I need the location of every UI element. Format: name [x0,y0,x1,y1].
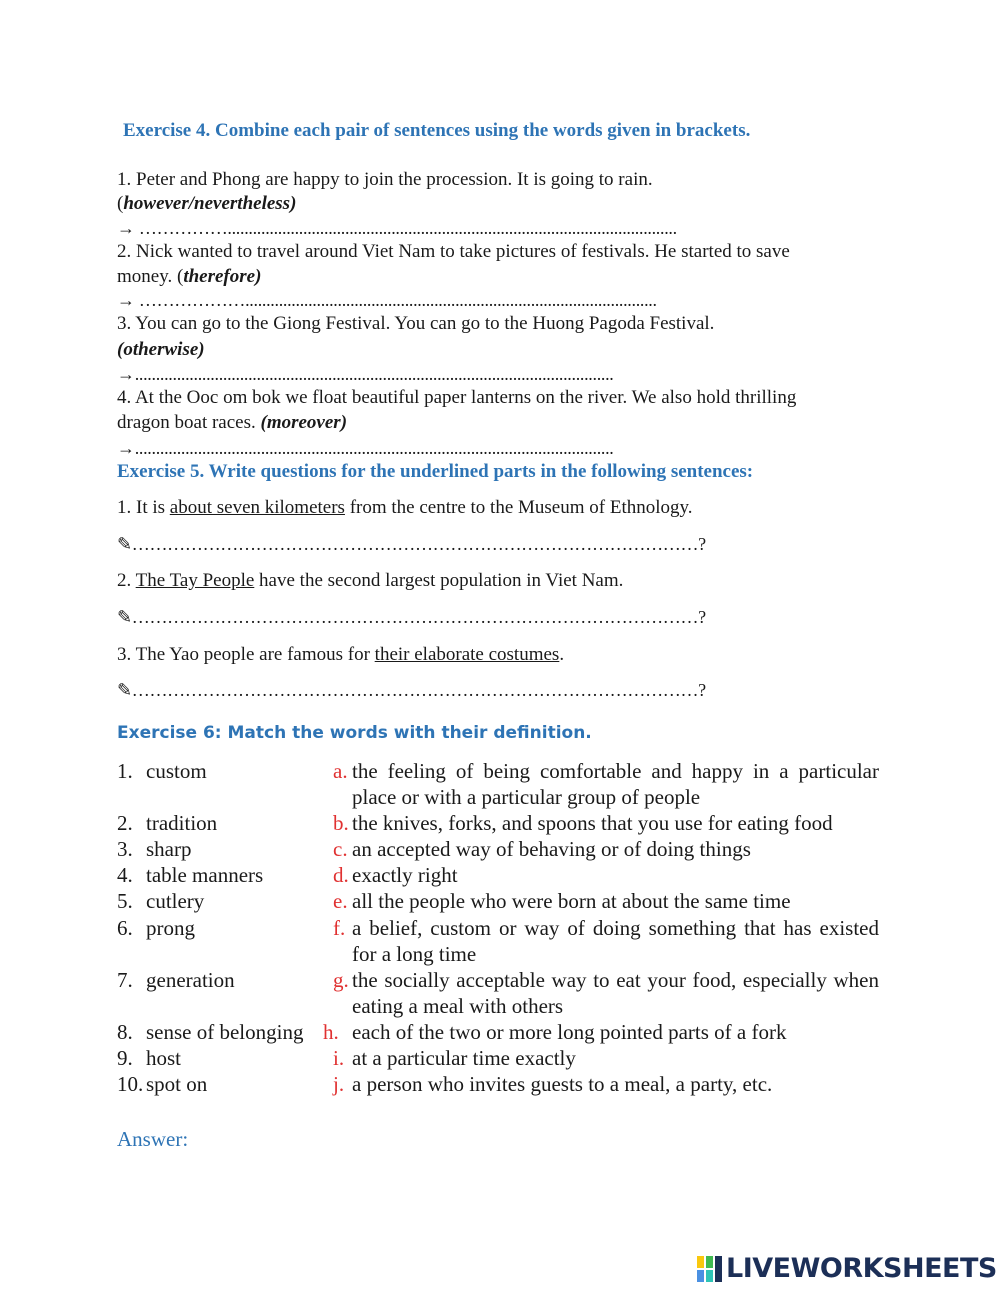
match-def-c: an accepted way of behaving or of doing things [352,837,751,861]
ex4-item-2-answer-line[interactable]: → ……………….................................................................................................. [117,290,657,310]
ex5-item-2-sentence: 2. The Tay People have the second largest population in Viet Nam. [117,570,624,591]
match-word-4: table manners [146,863,264,887]
ex5-item-1-sentence: 1. It is about seven kilometers from the centre to the Museum of Ethnology. [117,497,693,518]
match-num-5: 5. [117,889,133,913]
match-def-a: the feeling of being comfortable and happy in a particular place or with a particular group of people [352,759,879,809]
match-letter-e: e. [333,889,348,913]
ex4-item-4-line2: dragon boat races. (moreover) [117,412,348,433]
ex5-item-2-answer-line[interactable]: ✎……………………………………………………………………………………? [117,607,706,627]
ex5-item-1-underlined: about seven kilometers [169,497,345,518]
match-word-3: sharp [146,837,192,861]
match-num-2: 2. [117,811,133,835]
match-num-8: 8. [117,1020,133,1044]
match-letter-i: i. [333,1046,345,1070]
match-letter-j: j. [333,1072,345,1096]
match-num-4: 4. [117,863,133,887]
ex4-item-3-line2 [117,338,205,362]
liveworksheets-logo-text: LIVEWORKSHEETS [726,1253,997,1284]
match-letter-g: g. [333,968,349,992]
exercise-4-title: Exercise 4. Combine each pair of sentences using the words given in brackets. [123,120,751,141]
match-word-10: spot on [146,1072,208,1096]
ex4-item-4-line1: 4. At the Ooc om bok we float beautiful paper lanterns on the river. We also hold thrilling [117,387,797,408]
ex4-item-2-line2: money. (therefore) [117,266,262,287]
ex4-item-2-hint: therefore) [183,266,262,287]
match-word-8: sense of belonging [146,1020,304,1044]
match-num-3: 3. [117,837,133,861]
match-letter-a: a. [333,759,348,783]
ex5-item-2-underlined: The Tay People [135,570,255,591]
ex5-item-1-answer-line[interactable]: ✎……………………………………………………………………………………? [117,534,706,554]
match-letter-h: h. [323,1020,339,1044]
answer-label: Answer: [117,1127,189,1151]
ex4-item-4-answer-line[interactable]: →.................................................................................................................. [117,438,614,458]
ex4-item-2-line1: 2. Nick wanted to travel around Viet Nam to take pictures of festivals. He started to save [117,241,790,262]
ex5-item-3-answer-line[interactable]: ✎……………………………………………………………………………………? [117,680,706,700]
match-num-1: 1. [117,759,133,783]
match-def-e: all the people who were born at about the same time [352,889,791,913]
ex4-item-3-line1: 3. You can go to the Giong Festival. You can go to the Huong Pagoda Festival. [117,313,715,334]
liveworksheets-logo-icon [697,1256,723,1282]
match-word-2: tradition [146,811,218,835]
ex4-item-3-hint: (otherwise) [117,339,205,360]
match-def-g: the socially acceptable way to eat your food, especially when eating a meal with others [352,968,879,1018]
match-word-1: custom [146,759,207,783]
match-word-6: prong [146,916,195,940]
ex4-item-1-answer-line[interactable]: → ……………........................................................................................................... [117,218,677,238]
match-letter-d: d. [333,863,349,887]
exercise-5-title: Exercise 5. Write questions for the underlined parts in the following sentences: [117,461,754,482]
match-num-10: 10. [117,1072,144,1096]
exercise-6-title: Exercise 6: Match the words with their definition. [117,723,592,743]
match-def-j: a person who invites guests to a meal, a party, etc. [352,1072,773,1096]
match-letter-b: b. [333,811,349,835]
match-num-9: 9. [117,1046,133,1070]
ex4-item-1-hint: however/nevertheless) [123,193,297,214]
match-letter-f: f. [333,916,346,940]
match-def-d: exactly right [352,863,458,887]
ex4-item-3-answer-line[interactable]: →.................................................................................................................. [117,364,614,384]
match-def-b: the knives, forks, and spoons that you use for eating food [352,811,833,835]
ex4-item-4-hint: (moreover) [260,412,348,433]
ex5-item-3-sentence: 3. The Yao people are famous for their elaborate costumes. [117,644,565,665]
match-num-7: 7. [117,968,133,992]
ex4-item-1-line1: 1. Peter and Phong are happy to join the procession. It is going to rain. [117,169,653,190]
match-letter-c: c. [333,837,348,861]
match-table [117,758,887,1098]
match-word-5: cutlery [146,889,205,913]
match-def-i: at a particular time exactly [352,1046,576,1070]
ex4-item-1-line2: (however/nevertheless) [117,193,297,214]
match-num-6: 6. [117,916,133,940]
match-word-9: host [146,1046,182,1070]
ex5-item-3-underlined: their elaborate costumes [374,644,560,665]
match-def-h: each of the two or more long pointed parts of a fork [352,1020,787,1044]
match-def-f: a belief, custom or way of doing something that has existed for a long time [352,916,879,966]
match-word-7: generation [146,968,235,992]
